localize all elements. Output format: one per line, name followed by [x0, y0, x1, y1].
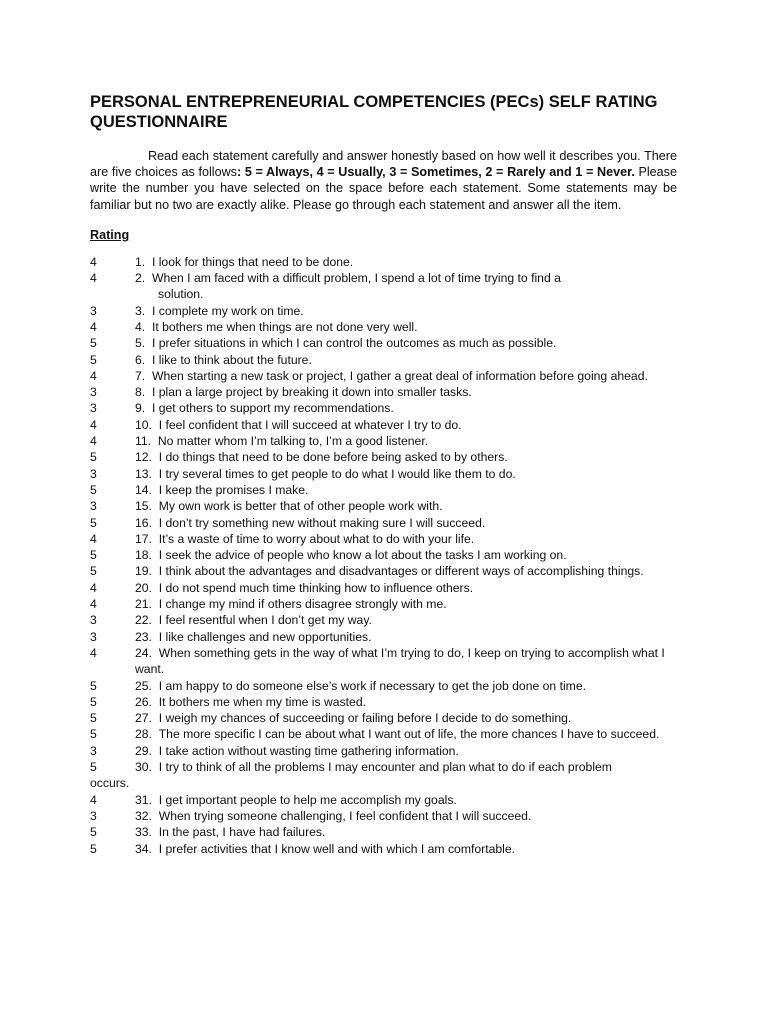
rating-value: 3	[90, 401, 97, 416]
statement-text: I think about the advantages and disadvantages or different ways of accomplishing things.	[158, 564, 644, 579]
statement-text: I seek the advice of people who know a lot about the tasks I am working on.	[158, 548, 567, 563]
statement-number: 30.	[135, 760, 152, 775]
statement-row	[90, 270, 677, 303]
statement-number: 31.	[135, 792, 152, 807]
statement-number: 20.	[135, 580, 152, 595]
rating-value: 3	[90, 808, 97, 823]
statement-text: I do things that need to be done before being asked to by others.	[158, 450, 508, 465]
statement-text: It’s a waste of time to worry about what to do with your life.	[158, 531, 475, 546]
statement-text: I take action without wasting time gathering information.	[158, 743, 459, 758]
rating-value: 4	[90, 580, 97, 595]
statement-text-continued: solution.	[158, 287, 204, 302]
rating-value: 5	[90, 678, 97, 693]
statement-text: I prefer activities that I know well and with which I am comfortable.	[158, 841, 516, 856]
intro-scale-text: : 5 = Always, 4 = Usually, 3 = Sometimes, 2 = Rarely and 1 = Never.	[236, 165, 635, 180]
statement-text: No matter whom I’m talking to, I’m a good listener.	[157, 434, 429, 449]
rating-value: 3	[90, 466, 97, 481]
statement-number: 24.	[135, 645, 152, 660]
statement-text: When I am faced with a difficult problem, I spend a lot of time trying to find a	[151, 271, 561, 286]
statement-number: 11.	[135, 434, 152, 449]
statement-number: 18.	[135, 548, 152, 563]
rating-value: 5	[90, 450, 97, 465]
questionnaire-page	[90, 92, 677, 857]
statement-number: 32.	[135, 808, 152, 823]
statement-row	[90, 726, 677, 742]
statement-number: 8.	[135, 385, 146, 400]
statement-number: 14.	[135, 482, 152, 497]
statement-number: 33.	[135, 825, 152, 840]
statement-number: 21.	[135, 597, 152, 612]
statement-row	[90, 515, 677, 531]
statement-number: 5.	[135, 336, 146, 351]
rating-value: 4	[90, 271, 97, 286]
statement-text: I get others to support my recommendations.	[151, 401, 394, 416]
statement-text-continued: occurs.	[90, 776, 130, 791]
statement-text: When starting a new task or project, I gather a great deal of information before going ahead.	[151, 368, 648, 383]
statement-row	[90, 792, 677, 808]
statement-row	[90, 417, 677, 433]
statement-row	[90, 352, 677, 368]
statement-row	[90, 596, 677, 612]
rating-value: 5	[90, 564, 97, 579]
statement-number: 4.	[135, 320, 146, 334]
statement-text: I am happy to do someone else’s work if necessary to get the job done on time.	[158, 678, 586, 693]
statement-text: I like challenges and new opportunities.	[158, 629, 372, 644]
rating-value: 4	[90, 434, 97, 449]
page-title: PERSONAL ENTREPRENEURIAL COMPETENCIES (PECs) SELF RATING QUESTIONNAIRE	[90, 93, 658, 131]
statement-number: 28.	[135, 727, 152, 742]
statement-row	[90, 400, 677, 416]
statement-list	[90, 254, 677, 857]
intro-paragraph	[90, 148, 677, 213]
statement-text: When something gets in the way of what I’m trying to do, I keep on trying to accomplish what I want.	[135, 645, 665, 677]
statement-text: My own work is better that of other people work with.	[158, 499, 443, 514]
statement-number: 17.	[135, 531, 152, 546]
statement-number: 19.	[135, 564, 152, 579]
statement-row	[90, 824, 677, 840]
statement-number: 1.	[135, 254, 146, 269]
rating-value: 5	[90, 760, 97, 775]
statement-number: 6.	[135, 352, 146, 367]
statement-number: 2.	[135, 271, 146, 286]
statement-row	[90, 694, 677, 710]
statement-text: I feel resentful when I don’t get my way.	[158, 613, 372, 628]
statement-text: I keep the promises I make.	[158, 482, 309, 497]
statement-number: 9.	[135, 401, 146, 416]
rating-value: 5	[90, 694, 97, 709]
statement-row	[90, 319, 677, 335]
statement-number: 7.	[135, 368, 146, 383]
statement-row	[90, 303, 677, 319]
statement-row	[90, 645, 677, 678]
rating-value: 5	[90, 711, 97, 726]
rating-value: 3	[90, 499, 97, 514]
statement-number: 12.	[135, 450, 152, 465]
statement-row	[90, 368, 677, 384]
statement-text: I prefer situations in which I can control the outcomes as much as possible.	[151, 336, 557, 351]
statement-number: 3.	[135, 303, 146, 318]
statement-row	[90, 629, 677, 645]
rating-value: 4	[90, 320, 97, 334]
statement-number: 23.	[135, 629, 152, 644]
statement-number: 15.	[135, 499, 152, 514]
statement-number: 10.	[135, 417, 152, 432]
statement-number: 26.	[135, 694, 152, 709]
rating-value: 3	[90, 385, 97, 400]
statement-text: When trying someone challenging, I feel confident that I will succeed.	[158, 808, 532, 823]
statement-row	[90, 547, 677, 563]
rating-value: 3	[90, 303, 97, 318]
statement-number: 29.	[135, 743, 152, 758]
rating-value: 5	[90, 548, 97, 563]
rating-value: 4	[90, 368, 97, 383]
statement-row	[90, 743, 677, 759]
statement-number: 22.	[135, 613, 152, 628]
statement-text: It bothers me when my time is wasted.	[158, 694, 366, 709]
statement-number: 27.	[135, 711, 152, 726]
rating-value: 5	[90, 841, 97, 856]
statement-number: 25.	[135, 678, 152, 693]
statement-text: It bothers me when things are not done very well.	[151, 320, 418, 334]
rating-value: 4	[90, 254, 97, 269]
statement-number: 16.	[135, 515, 152, 530]
statement-row	[90, 335, 677, 351]
rating-value: 3	[90, 613, 97, 628]
statement-row	[90, 254, 677, 270]
statement-text: I like to think about the future.	[151, 352, 312, 367]
rating-value: 3	[90, 629, 97, 644]
statement-text: I complete my work on time.	[151, 303, 304, 318]
rating-value: 5	[90, 825, 97, 840]
statement-row	[90, 710, 677, 726]
rating-value: 5	[90, 482, 97, 497]
statement-row	[90, 466, 677, 482]
statement-row	[90, 482, 677, 498]
statement-text: I weigh my chances of succeeding or failing before I decide to do something.	[158, 711, 572, 726]
statement-row	[90, 841, 677, 857]
statement-number: 34.	[135, 841, 152, 856]
statement-text: I feel confident that I will succeed at whatever I try to do.	[158, 417, 462, 432]
rating-value: 5	[90, 336, 97, 351]
rating-value: 4	[90, 645, 97, 660]
statement-row	[90, 531, 677, 547]
statement-row	[90, 449, 677, 465]
rating-value: 3	[90, 743, 97, 758]
statement-row	[90, 580, 677, 596]
statement-row	[90, 678, 677, 694]
statement-text: I get important people to help me accomplish my goals.	[158, 792, 457, 807]
statement-text: I try to think of all the problems I may encounter and plan what to do if each problem	[158, 760, 612, 775]
statement-text: I try several times to get people to do what I would like them to do.	[158, 466, 516, 481]
statement-row	[90, 808, 677, 824]
rating-value: 4	[90, 531, 97, 546]
rating-value: 4	[90, 597, 97, 612]
statement-text: The more specific I can be about what I want out of life, the more chances I have to succeed.	[158, 727, 660, 742]
statement-text: I don’t try something new without making sure I will succeed.	[158, 515, 486, 530]
rating-value: 4	[90, 417, 97, 432]
statement-row	[90, 759, 677, 792]
rating-value: 5	[90, 727, 97, 742]
statement-number: 13.	[135, 466, 152, 481]
rating-heading: Rating	[90, 227, 130, 242]
intro-text-1: Read each statement carefully and answer honestly based on how well it describes you. There are five choices as follows	[90, 149, 677, 180]
statement-row	[90, 498, 677, 514]
statement-text: I change my mind if others disagree strongly with me.	[158, 597, 447, 612]
rating-value: 5	[90, 352, 97, 367]
rating-value: 5	[90, 515, 97, 530]
statement-row	[90, 612, 677, 628]
statement-text: I plan a large project by breaking it down into smaller tasks.	[151, 385, 472, 400]
rating-value: 4	[90, 792, 97, 807]
statement-text: I look for things that need to be done.	[151, 254, 354, 269]
statement-row	[90, 433, 677, 449]
statement-row	[90, 563, 677, 579]
statement-row	[90, 384, 677, 400]
intro-text-2: Please write the number you have selected on the space before each statement. Some statements may be familiar but no two are exactly alike. Please go through each statement and answer all the item.	[90, 165, 677, 212]
statement-text: I do not spend much time thinking how to influence others.	[158, 580, 474, 595]
statement-text: In the past, I have had failures.	[158, 825, 326, 840]
